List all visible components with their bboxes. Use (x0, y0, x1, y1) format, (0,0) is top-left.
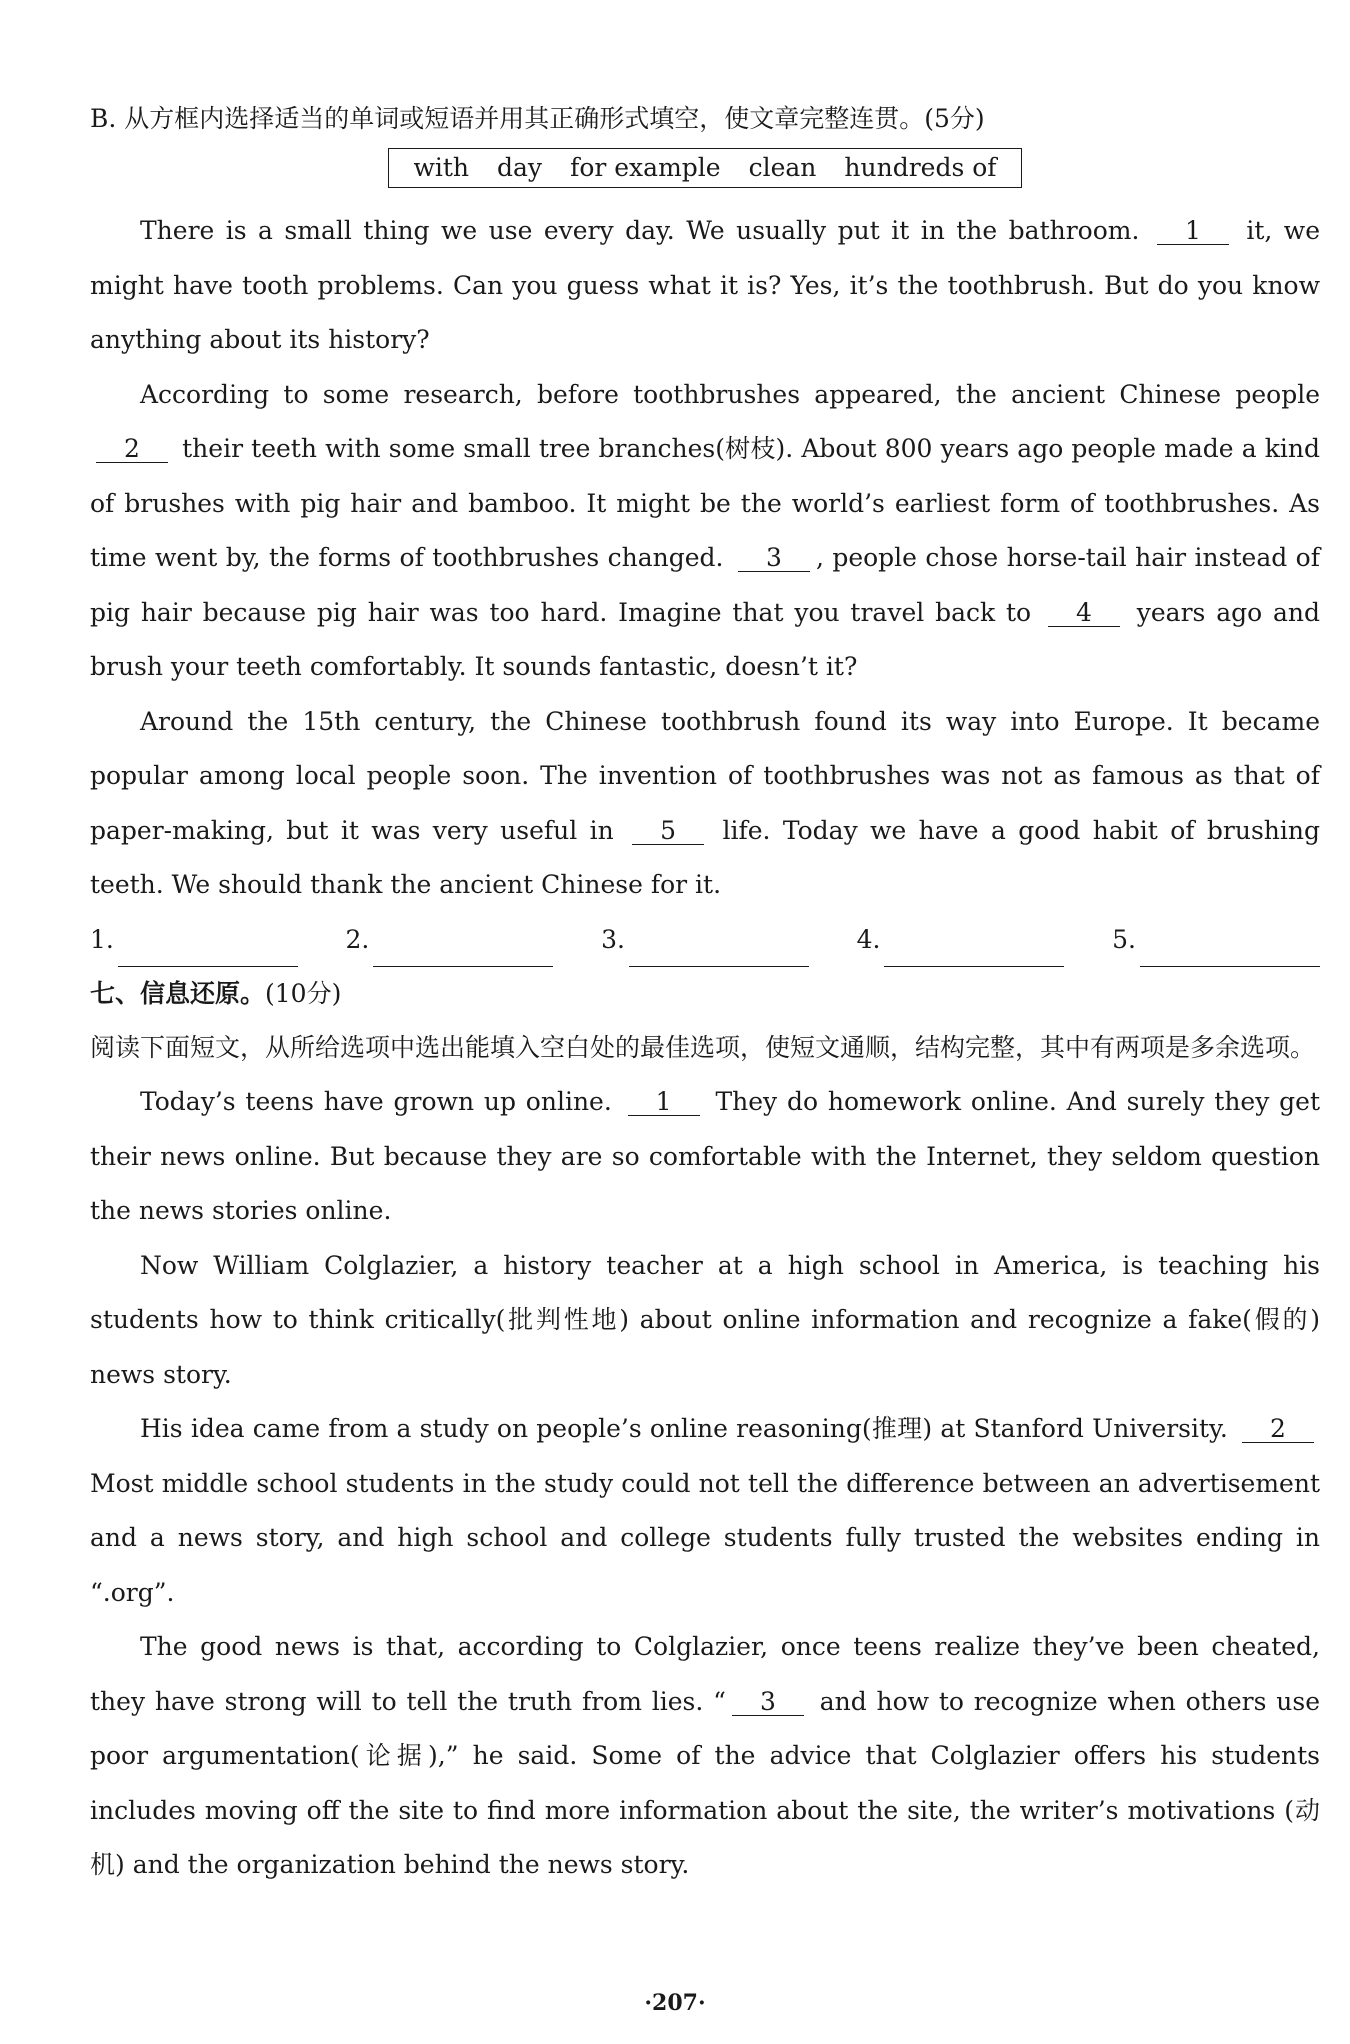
paragraph-text: , people chose horse-tail hair instead of pig hair because pig hair was too hard. Imagine that you travel back to (90, 543, 1320, 627)
blank-5: 5 (632, 818, 704, 845)
blank-1: 1 (1157, 218, 1229, 245)
answer-slot-3 (601, 913, 809, 967)
section-7-paragraph-4 (90, 1620, 1320, 1893)
answer-line[interactable] (884, 936, 1064, 967)
answer-number: 5. (1112, 924, 1136, 954)
paragraph-text: Around the 15th century, the Chinese toothbrush found its way into Europe. It became popular among local people soon. The invention of toothbrushes was not as famous as that of paper-making, but it was very useful in (90, 706, 1320, 845)
page-number: ·207· (644, 1990, 706, 2016)
answer-slot-5 (1112, 913, 1320, 967)
paragraph-text: There is a small thing we use every day. We usually put it in the bathroom. (140, 216, 1140, 245)
part-b-title: B. 从方框内选择适当的单词或短语并用其正确形式填空，使文章完整连贯。(5分) (90, 104, 985, 133)
blank-2: 2 (96, 436, 168, 463)
answer-lines (90, 913, 1320, 967)
section-7-paragraph-1 (90, 1075, 1320, 1239)
paragraph-text: it, we might have tooth problems. Can you guess what it is? Yes, it’s the toothbrush. But do you know anything about its history? (90, 216, 1320, 354)
paragraph-text: Most middle school students in the study could not tell the difference between an advertisement and a news story, and high school and college students fully trusted the websites ending in “.org”. (90, 1468, 1320, 1607)
answer-number: 2. (345, 924, 370, 954)
blank-3: 3 (738, 545, 810, 572)
answer-line[interactable] (118, 936, 298, 967)
answer-number: 3. (601, 924, 625, 954)
gap-1: 1 (628, 1089, 700, 1116)
paragraph-text: their teeth with some small tree branches(树枝). About 800 years ago people made a kind of brushes with pig hair and bamboo. It might be the world’s earliest form of toothbrushes. As time went by, the forms of toothbrushes changed. (90, 434, 1320, 572)
paragraph-text: life. Today we have a good habit of brushing teeth. We should thank the ancient Chinese for it. (90, 815, 1320, 899)
part-b-paragraph-2 (90, 368, 1320, 695)
paragraph-text: years ago and brush your teeth comfortably. It sounds fantastic, doesn’t it? (90, 597, 1321, 681)
blank-4: 4 (1048, 600, 1120, 627)
part-b-paragraph-3 (90, 695, 1320, 913)
answer-line[interactable] (1140, 936, 1320, 967)
section-heading: 七、信息还原。 (90, 978, 266, 1008)
word-option: day (497, 153, 543, 182)
section-7-title (90, 967, 1320, 1021)
word-option: with (413, 153, 470, 182)
part-b-paragraph-1 (90, 204, 1320, 368)
answer-line[interactable] (373, 936, 553, 967)
answer-slot-4 (857, 913, 1065, 967)
word-option: clean (748, 153, 817, 182)
answer-number: 4. (856, 924, 881, 954)
answer-line[interactable] (629, 936, 809, 967)
paragraph-text: They do homework online. And surely they get their news online. But because they are so comfortable with the Internet, they seldom question the news stories online. (90, 1087, 1321, 1225)
word-option: hundreds of (844, 153, 997, 182)
answer-slot-2 (346, 913, 554, 967)
word-option: for example (570, 153, 721, 182)
answer-slot-1 (90, 913, 298, 967)
section-7-paragraph-3 (90, 1402, 1320, 1620)
paragraph-text: The good news is that, according to Colglazier, once teens realize they’ve been cheated, they have strong will to tell the truth from lies. “ (90, 1632, 1320, 1716)
section-7-instruction: 阅读下面短文，从所给选项中选出能填入空白处的最佳选项，使短文通顺，结构完整，其中有两项是多余选项。 (90, 1032, 1316, 1062)
section-7-paragraph-2: Now William Colglazier, a history teacher at a high school in America, is teaching his students how to think critically(批判性地) about online information and recognize a fake(假的) news story. (90, 1250, 1320, 1389)
word-box-wrapper (90, 148, 1320, 198)
paragraph-text: His idea came from a study on people’s online reasoning(推理) at Stanford University. (140, 1414, 1228, 1443)
gap-3: 3 (732, 1689, 804, 1716)
paragraph-text: and how to recognize when others use poor argumentation(论据),” he said. Some of the advice that Colglazier offers his students includes moving off the site to find more information about the site, the writer’s motivations (动机) and the organization behind the news story. (90, 1686, 1320, 1879)
paragraph-text: According to some research, before toothbrushes appeared, the ancient Chinese people (140, 379, 1320, 409)
gap-2: 2 (1242, 1416, 1314, 1443)
section-score: (10分) (265, 978, 342, 1008)
word-box (388, 148, 1021, 188)
worksheet-page (90, 92, 1320, 1893)
answer-number: 1. (90, 924, 114, 954)
paragraph-text: Today’s teens have grown up online. (140, 1087, 612, 1116)
